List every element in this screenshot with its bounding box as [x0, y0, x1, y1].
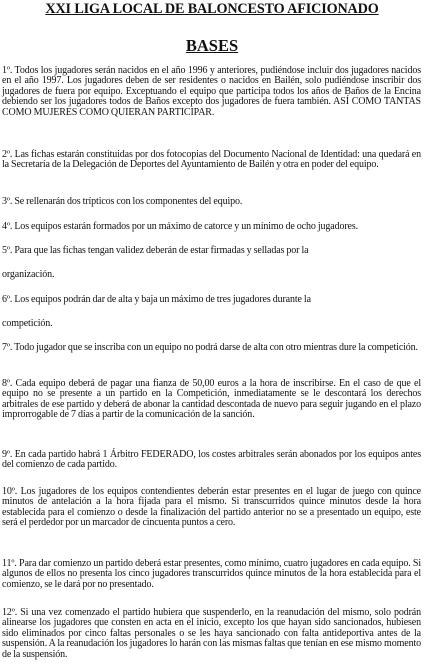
document-subtitle: BASES: [185, 36, 239, 55]
rule-paragraph-7: 7º. Todo jugador que se inscriba con un equipo no podrá darse de alta con otro mientras dure la competición.: [2, 342, 418, 353]
rule-paragraph-6-cont: competición.: [2, 318, 53, 329]
rule-paragraph-5: 5º. Para que las fichas tengan validez deberán de estar firmadas y selladas por la: [2, 245, 309, 256]
rule-paragraph-10: 10º. Los jugadores de los equipos contendientes deberán estar presentes en el lugar de juego con quince minutos de antelación a la hora fijada para el mismo. Si transcurridos quince minutos desde la hora establecida para el comienzo o desde la finalización del partido anterior no se a presentado un equipo, este será el perdedor por un marcador de cincuenta puntos a cero.: [2, 486, 421, 529]
rule-paragraph-11: 11º. Para dar comienzo un partido deberá estar presentes, como mínimo, cuatro jugadores en cada equipo. Si algunos de ellos no presenta los cinco jugadores transcurridos quince minutos de la hora establecida para el comienzo, se le dará por no presentado.: [2, 558, 421, 590]
rule-paragraph-2: 2º. Las fichas estarán constituidas por dos fotocopias del Documento Nacional de Identidad: una quedará en la Secretaría de la Delegación de Deportes del Ayuntamiento de Bailén y otra en poder del equipo.: [2, 149, 421, 171]
rule-paragraph-3: 3º. Se rellenarán dos trípticos con los componentes del equipo.: [2, 196, 243, 207]
rule-paragraph-6: 6º. Los equipos podrán dar de alta y baja un máximo de tres jugadores durante la: [2, 294, 311, 305]
rule-paragraph-8: 8º. Cada equipo deberá de pagar una fianza de 50,00 euros a la hora de inscribirse. En el caso de que el equipo no se presente a un partido en la Competición, inmediatamente se le descontará los derechos arbitrales de ese partido y deberá de abonar la cantidad descontada de nuevo para seguir jugando en el plazo improrrogable de 7 días a partir de la comunicación de la sanción.: [2, 378, 421, 421]
rule-paragraph-1: 1º. Todos los jugadores serán nacidos en el año 1996 y anteriores, pudiéndose incluir dos jugadores nacidos en el año 1997. Los jugadores deben de ser residentes o nacidos en Bailén, solo pudiéndose inscribir dos jugadores de fuera por equipo. Exceptuando el equipo que participa todos los años de Baños de la Encina debiendo ser los jugadores todos de Baños excepto dos jugadores de fuera también. ASÍ COMO TANTAS COMO MUJERES COMO QUIERAN PARTICIPAR.: [2, 65, 421, 118]
rule-paragraph-12: 12º. Si una vez comenzado el partido hubiera que suspenderlo, en la reanudación del mismo, solo podrán alinearse los jugadores que consten en acta en el inicio, excepto los que hayan sido sancionados, hubiesen sido eliminados por cinco faltas personales o se les haya sancionado con falta antideportiva antes de la suspensión. A la reanudación los jugadores lo harán con las mismas faltas que tenían en ese mismo momento de la suspensión.: [2, 607, 421, 660]
rule-paragraph-4: 4º. Los equipos estarán formados por un máximo de catorce y un mínimo de ocho jugadores.: [2, 221, 359, 232]
document-title: XXI LIGA LOCAL DE BALONCESTO AFICIONADO: [45, 1, 379, 17]
rule-paragraph-5-cont: organización.: [2, 269, 55, 280]
rule-paragraph-9: 9º. En cada partido habrá 1 Árbitro FEDERADO, los costes arbitrales serán abonados por los equipos antes del comienzo de cada partido.: [2, 449, 421, 471]
